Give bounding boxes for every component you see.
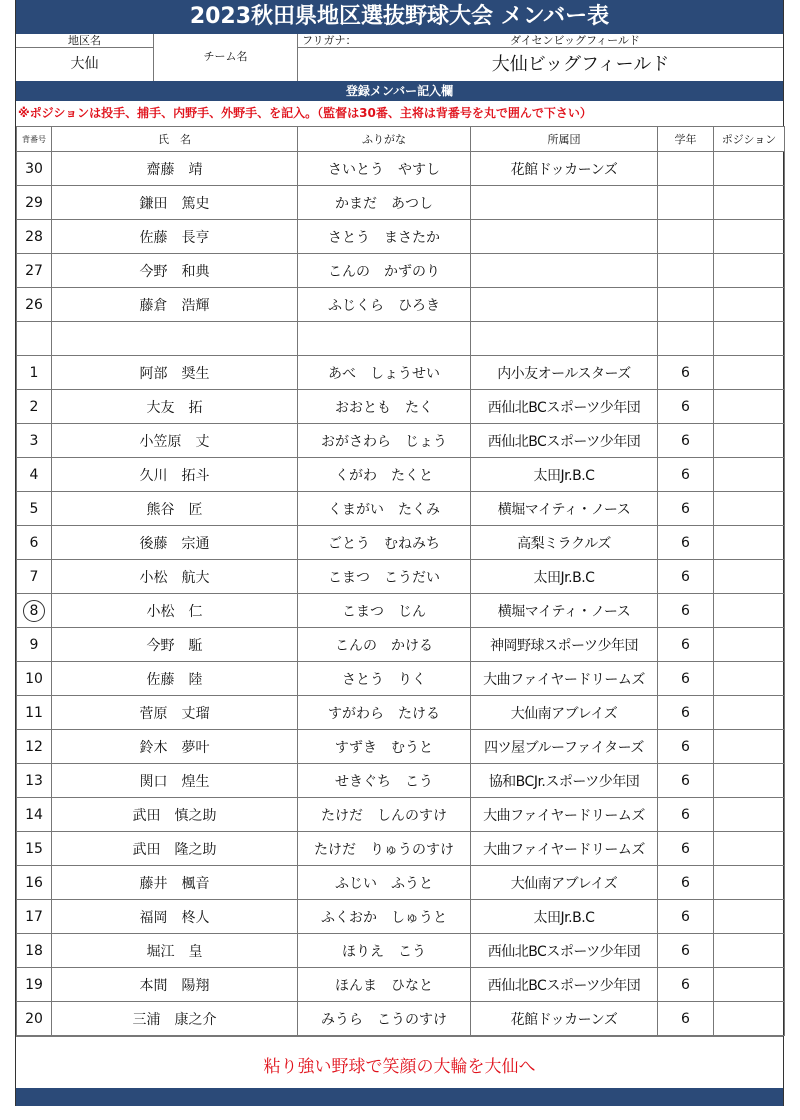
kana-cell: こまつ じん [298, 594, 471, 628]
kana-cell: ごとう むねみち [298, 526, 471, 560]
name-cell: 藤井 楓音 [52, 866, 298, 900]
team-label: チーム名 [203, 50, 248, 63]
number-cell: 14 [17, 798, 52, 832]
grade-cell [658, 288, 714, 322]
name-cell: 菅原 丈瑠 [52, 696, 298, 730]
grade-cell: 6 [658, 560, 714, 594]
position-cell [714, 798, 785, 832]
number-cell: 13 [17, 764, 52, 798]
table-row [17, 254, 785, 288]
grade-cell [658, 322, 714, 356]
number-cell: 20 [17, 1002, 52, 1036]
team-name: 大仙ビッグフィールド [491, 54, 670, 75]
grade-cell: 6 [658, 1002, 714, 1036]
position-cell [714, 764, 785, 798]
table-row [17, 730, 785, 764]
team-cell: 花館ドッカーンズ [471, 1002, 658, 1036]
name-cell: 佐藤 陸 [52, 662, 298, 696]
position-cell [714, 730, 785, 764]
number-cell: 15 [17, 832, 52, 866]
position-cell [714, 424, 785, 458]
table-row [17, 390, 785, 424]
team-cell: 大仙南アブレイズ [471, 696, 658, 730]
roster-header-row [17, 127, 785, 152]
grade-cell: 6 [658, 390, 714, 424]
position-cell [714, 900, 785, 934]
table-row [17, 526, 785, 560]
team-cell: 太田Jr.B.C [471, 560, 658, 594]
name-cell: 久川 拓斗 [52, 458, 298, 492]
position-cell [714, 594, 785, 628]
number-cell [17, 322, 52, 356]
kana-cell: あべ しょうせい [298, 356, 471, 390]
table-row [17, 696, 785, 730]
kana-cell: おおとも たく [298, 390, 471, 424]
section-title: 登録メンバー記入欄 [16, 81, 783, 101]
team-label-cell [154, 34, 298, 81]
number-cell: 18 [17, 934, 52, 968]
captain-number-circle: 8 [23, 600, 45, 622]
name-cell: 堀江 皇 [52, 934, 298, 968]
name-cell: 大友 拓 [52, 390, 298, 424]
team-cell: 大曲ファイヤードリームズ [471, 662, 658, 696]
grade-cell: 6 [658, 628, 714, 662]
name-cell: 今野 和典 [52, 254, 298, 288]
name-cell: 小松 航大 [52, 560, 298, 594]
number-cell: 12 [17, 730, 52, 764]
kana-cell: ふじくら ひろき [298, 288, 471, 322]
name-cell: 鎌田 篤史 [52, 186, 298, 220]
name-cell: 齋藤 靖 [52, 152, 298, 186]
table-row [17, 764, 785, 798]
table-row [17, 900, 785, 934]
grade-cell: 6 [658, 492, 714, 526]
number-cell: 2 [17, 390, 52, 424]
team-cell: 太田Jr.B.C [471, 458, 658, 492]
grade-cell [658, 152, 714, 186]
name-cell: 本間 陽翔 [52, 968, 298, 1002]
table-row [17, 866, 785, 900]
position-cell [714, 696, 785, 730]
grade-cell: 6 [658, 662, 714, 696]
kana-cell: さいとう やすし [298, 152, 471, 186]
team-cell [471, 186, 658, 220]
number-cell [17, 594, 52, 628]
number-cell: 16 [17, 866, 52, 900]
team-cell: 大仙南アブレイズ [471, 866, 658, 900]
grade-cell: 6 [658, 696, 714, 730]
kana-cell: さとう りく [298, 662, 471, 696]
table-row [17, 832, 785, 866]
kana-cell: せきぐち こう [298, 764, 471, 798]
table-row [17, 322, 785, 356]
team-cell: 西仙北BCスポーツ少年団 [471, 968, 658, 1002]
kana-cell: こんの かける [298, 628, 471, 662]
grade-cell: 6 [658, 458, 714, 492]
team-cell: 太田Jr.B.C [471, 900, 658, 934]
grade-cell: 6 [658, 798, 714, 832]
position-cell [714, 526, 785, 560]
name-cell: 阿部 奨生 [52, 356, 298, 390]
entry-note: ※ポジションは投手、捕手、内野手、外野手、を記入。（監督は30番、主将は背番号を丸で囲んで下さい） [18, 106, 592, 120]
col-header-team: 所属団 [471, 127, 658, 152]
table-row [17, 186, 785, 220]
number-cell: 9 [17, 628, 52, 662]
name-cell: 佐藤 長亨 [52, 220, 298, 254]
district-label: 地区名 [68, 34, 101, 47]
grade-cell [658, 220, 714, 254]
name-cell: 武田 慎之助 [52, 798, 298, 832]
number-cell: 1 [17, 356, 52, 390]
table-row [17, 288, 785, 322]
roster-sheet [15, 0, 784, 1106]
position-cell [714, 628, 785, 662]
number-cell: 17 [17, 900, 52, 934]
bottom-bar [16, 1088, 783, 1106]
table-row [17, 458, 785, 492]
team-cell: 内小友オールスターズ [471, 356, 658, 390]
team-cell: 横堀マイティ・ノース [471, 594, 658, 628]
kana-cell: こんの かずのり [298, 254, 471, 288]
team-cell: 花館ドッカーンズ [471, 152, 658, 186]
col-header-name: 氏 名 [52, 127, 298, 152]
position-cell [714, 492, 785, 526]
grade-cell: 6 [658, 764, 714, 798]
position-cell [714, 322, 785, 356]
name-cell: 熊谷 匠 [52, 492, 298, 526]
kana-cell: ほりえ こう [298, 934, 471, 968]
kana-cell: さとう まさたか [298, 220, 471, 254]
district-label-cell [16, 34, 154, 48]
sheet-title: 2023秋田県地区選抜野球大会 メンバー表 [16, 0, 783, 34]
name-cell: 後藤 宗通 [52, 526, 298, 560]
team-cell: 協和BCJr.スポーツ少年団 [471, 764, 658, 798]
number-cell: 4 [17, 458, 52, 492]
team-cell: 神岡野球スポーツ少年団 [471, 628, 658, 662]
number-cell: 30 [17, 152, 52, 186]
position-cell [714, 186, 785, 220]
grade-cell: 6 [658, 968, 714, 1002]
position-cell [714, 832, 785, 866]
grade-cell: 6 [658, 424, 714, 458]
furigana-value: ダイセンビッグフィールド [510, 34, 640, 47]
kana-cell: すずき むうと [298, 730, 471, 764]
team-cell: 大曲ファイヤードリームズ [471, 798, 658, 832]
position-cell [714, 662, 785, 696]
position-cell [714, 866, 785, 900]
kana-cell: かまだ あつし [298, 186, 471, 220]
kana-cell: ほんま ひなと [298, 968, 471, 1002]
name-cell: 武田 隆之助 [52, 832, 298, 866]
position-cell [714, 390, 785, 424]
name-cell: 鈴木 夢叶 [52, 730, 298, 764]
team-cell: 四ツ屋ブルーファイターズ [471, 730, 658, 764]
kana-cell: たけだ しんのすけ [298, 798, 471, 832]
table-row [17, 594, 785, 628]
number-cell: 29 [17, 186, 52, 220]
furigana-label: フリガナ： [302, 34, 357, 47]
grade-cell: 6 [658, 900, 714, 934]
name-cell [52, 322, 298, 356]
district-value: 大仙 [70, 56, 99, 72]
number-cell: 5 [17, 492, 52, 526]
furigana-cell [298, 34, 783, 48]
table-row [17, 220, 785, 254]
position-cell [714, 968, 785, 1002]
number-cell: 26 [17, 288, 52, 322]
slogan: 粘り強い野球で笑顔の大輪を大仙へ [263, 1057, 536, 1077]
position-cell [714, 356, 785, 390]
kana-cell: おがさわら じょう [298, 424, 471, 458]
roster-body [17, 152, 785, 1036]
col-header-number: 背番号 [17, 127, 52, 152]
table-row [17, 934, 785, 968]
number-cell: 7 [17, 560, 52, 594]
kana-cell: たけだ りゅうのすけ [298, 832, 471, 866]
position-cell [714, 254, 785, 288]
team-cell: 西仙北BCスポーツ少年団 [471, 424, 658, 458]
table-row [17, 628, 785, 662]
position-cell [714, 934, 785, 968]
number-cell: 19 [17, 968, 52, 1002]
name-cell: 今野 駈 [52, 628, 298, 662]
col-header-kana: ふりがな [298, 127, 471, 152]
team-cell [471, 288, 658, 322]
number-cell: 3 [17, 424, 52, 458]
grade-cell [658, 186, 714, 220]
grade-cell [658, 254, 714, 288]
position-cell [714, 288, 785, 322]
table-row [17, 1002, 785, 1036]
kana-cell: すがわら たける [298, 696, 471, 730]
team-cell: 西仙北BCスポーツ少年団 [471, 934, 658, 968]
table-row [17, 798, 785, 832]
number-cell: 11 [17, 696, 52, 730]
name-cell: 三浦 康之介 [52, 1002, 298, 1036]
district-value-cell [16, 48, 154, 81]
table-row [17, 424, 785, 458]
team-cell: 大曲ファイヤードリームズ [471, 832, 658, 866]
number-cell: 28 [17, 220, 52, 254]
position-cell [714, 458, 785, 492]
table-row [17, 560, 785, 594]
kana-cell: くまがい たくみ [298, 492, 471, 526]
name-cell: 福岡 柊人 [52, 900, 298, 934]
kana-cell: ふじい ふうと [298, 866, 471, 900]
team-cell [471, 322, 658, 356]
table-row [17, 492, 785, 526]
table-row [17, 356, 785, 390]
grade-cell: 6 [658, 866, 714, 900]
table-row [17, 968, 785, 1002]
number-cell: 10 [17, 662, 52, 696]
grade-cell: 6 [658, 934, 714, 968]
team-cell [471, 254, 658, 288]
table-row [17, 152, 785, 186]
number-cell: 27 [17, 254, 52, 288]
kana-cell: ふくおか しゅうと [298, 900, 471, 934]
number-cell: 6 [17, 526, 52, 560]
position-cell [714, 560, 785, 594]
position-cell [714, 1002, 785, 1036]
roster-table [16, 126, 785, 1036]
grade-cell: 6 [658, 356, 714, 390]
team-cell [471, 220, 658, 254]
position-cell [714, 152, 785, 186]
name-cell: 小松 仁 [52, 594, 298, 628]
grade-cell: 6 [658, 594, 714, 628]
kana-cell: こまつ こうだい [298, 560, 471, 594]
table-row [17, 662, 785, 696]
name-cell: 関口 煌生 [52, 764, 298, 798]
grade-cell: 6 [658, 526, 714, 560]
kana-cell [298, 322, 471, 356]
kana-cell: くがわ たくと [298, 458, 471, 492]
team-cell: 西仙北BCスポーツ少年団 [471, 390, 658, 424]
name-cell: 藤倉 浩輝 [52, 288, 298, 322]
team-name-cell [298, 48, 783, 81]
col-header-grade: 学年 [658, 127, 714, 152]
position-cell [714, 220, 785, 254]
team-cell: 横堀マイティ・ノース [471, 492, 658, 526]
col-header-position: ポジション [714, 127, 785, 152]
grade-cell: 6 [658, 832, 714, 866]
grade-cell: 6 [658, 730, 714, 764]
kana-cell: みうら こうのすけ [298, 1002, 471, 1036]
name-cell: 小笠原 丈 [52, 424, 298, 458]
team-cell: 高梨ミラクルズ [471, 526, 658, 560]
